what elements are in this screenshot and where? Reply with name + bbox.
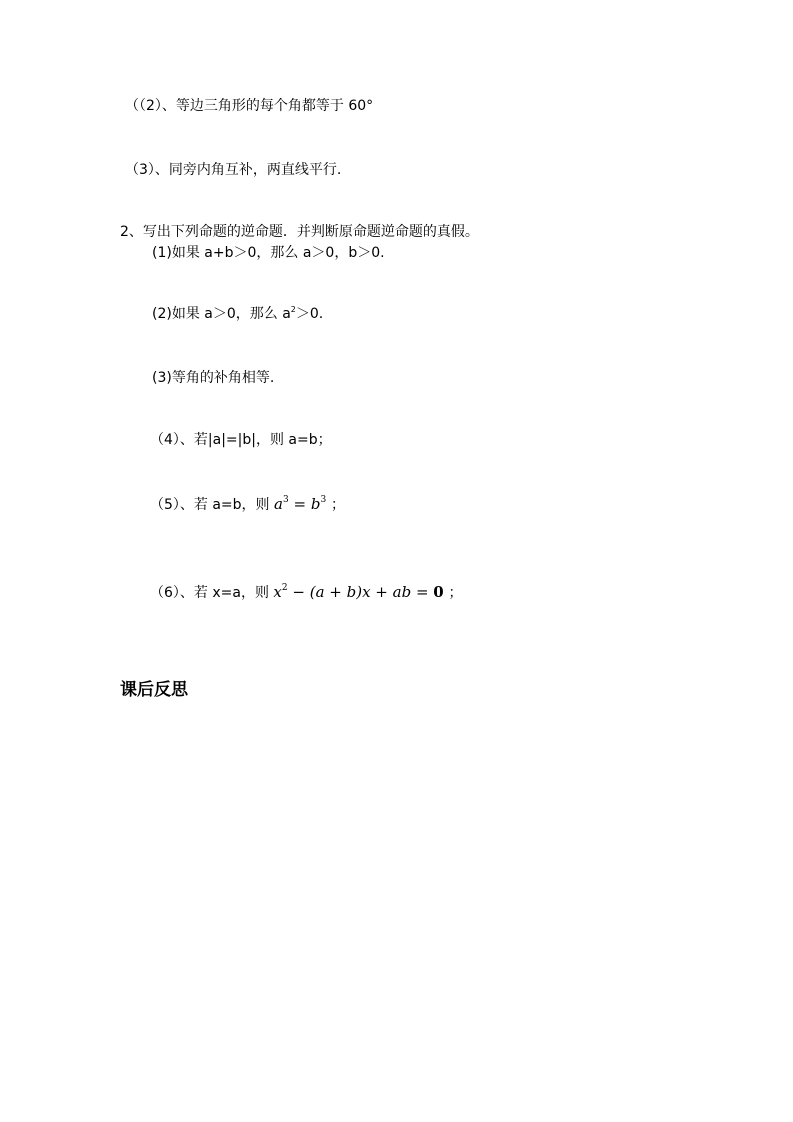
formula-exponent: 3: [282, 495, 289, 505]
reflection-heading: [120, 679, 188, 701]
q2-item-5-formula: [274, 495, 331, 513]
q2-item-3: [152, 368, 274, 388]
q2-item-5: [150, 494, 345, 515]
q2-item-1-text: (1)如果 a+b＞0，那么 a＞0，b＞0.: [152, 245, 385, 261]
formula-var-a: a: [274, 495, 283, 513]
q2-item-6: [150, 582, 463, 603]
q2-prompt-text: 2、写出下列命题的逆命题．并判断原命题逆命题的真假。: [120, 224, 479, 240]
q1-item-2: [125, 96, 373, 116]
q2-item-1: [152, 243, 385, 263]
q2-item-5-suffix: ；: [330, 497, 345, 513]
formula-equals: =: [293, 495, 307, 513]
q2-item-2-before: (2)如果 a＞0，那么 a: [152, 306, 291, 322]
q2-item-2-superscript: 2: [290, 305, 296, 314]
q2-item-2: [152, 304, 323, 324]
q2-item-2-after: ＞0.: [295, 306, 324, 322]
q1-item-3: [125, 160, 341, 180]
formula-expression: − (a + b)x + ab =: [292, 583, 434, 601]
q2-item-3-text: (3)等角的补角相等.: [152, 370, 275, 386]
q2-prompt: [120, 222, 479, 242]
q2-item-6-prefix: （6）、若 x=a，则: [150, 585, 269, 601]
q2-item-6-suffix: ；: [448, 585, 463, 601]
formula-var-b: b: [310, 495, 321, 513]
q2-item-4-text: （4）、若|a|=|b|，则 a=b；: [150, 432, 332, 448]
formula-exponent: 3: [320, 495, 327, 505]
formula-zero: 0: [433, 583, 444, 601]
formula-var-x: x: [273, 583, 282, 601]
q2-item-6-formula: [273, 583, 448, 601]
q1-item-3-text: （3）、同旁内角互补，两直线平行.: [125, 162, 342, 178]
reflection-heading-text: 课后反思: [120, 680, 188, 700]
q2-item-4: [150, 430, 332, 450]
q1-item-2-text: （（2）、等边三角形的每个角都等于 60°: [125, 98, 374, 114]
q2-item-5-prefix: （5）、若 a=b，则: [150, 497, 270, 513]
formula-exponent: 2: [281, 583, 288, 593]
